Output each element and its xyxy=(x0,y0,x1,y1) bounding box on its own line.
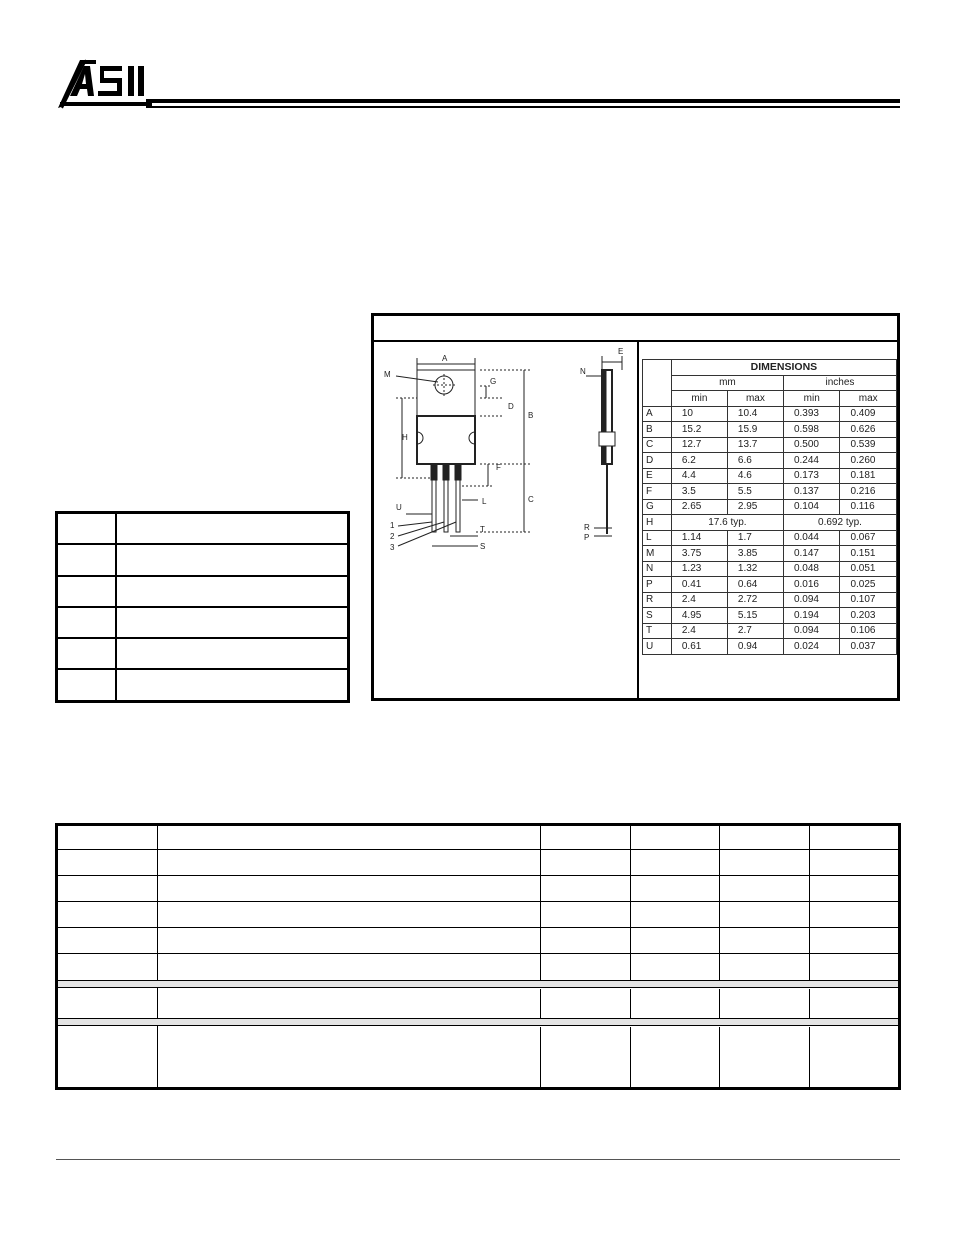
dimension-cell: 0.598 xyxy=(783,422,840,438)
dimension-cell: 0.104 xyxy=(783,499,840,515)
drawing-label: 2 xyxy=(390,532,395,541)
dimension-row xyxy=(643,499,897,515)
drawing-label: N xyxy=(580,367,586,376)
dimension-row xyxy=(643,530,897,546)
dimension-row xyxy=(643,406,897,422)
dimension-cell: 0.037 xyxy=(840,639,897,655)
col-divider xyxy=(540,1027,541,1090)
drawing-label: D xyxy=(508,402,514,411)
dimension-cell: 13.7 xyxy=(727,437,783,453)
pin-table-row xyxy=(58,606,347,608)
dimension-cell: 2.4 xyxy=(671,592,727,608)
in-max-header: max xyxy=(840,391,897,407)
header-rule-thick xyxy=(146,99,900,103)
dimension-cell: N xyxy=(643,561,672,577)
col-divider xyxy=(630,989,631,1019)
dimension-cell: C xyxy=(643,437,672,453)
dimension-row xyxy=(643,468,897,484)
dimension-cell: 10 xyxy=(671,406,727,422)
dimension-cell: 1.32 xyxy=(727,561,783,577)
dimension-cell: 0.051 xyxy=(840,561,897,577)
dimension-cell: 0.067 xyxy=(840,530,897,546)
dimension-cell: 0.393 xyxy=(783,406,840,422)
drawing-label: R xyxy=(584,523,590,532)
drawing-label: U xyxy=(396,503,402,512)
drawing-label: 3 xyxy=(390,543,395,552)
dimension-cell: 12.7 xyxy=(671,437,727,453)
col-divider xyxy=(157,826,158,1087)
dimension-cell: 0.626 xyxy=(840,422,897,438)
dimension-row xyxy=(643,639,897,655)
unit-inches: inches xyxy=(783,375,896,391)
drawing-label: B xyxy=(528,411,534,420)
dimension-cell: D xyxy=(643,453,672,469)
drawing-label: H xyxy=(402,433,408,442)
dimension-cell: 2.4 xyxy=(671,623,727,639)
dimension-cell: T xyxy=(643,623,672,639)
dimension-cell: 0.147 xyxy=(783,546,840,562)
row-divider xyxy=(58,875,898,876)
dimension-cell: 0.61 xyxy=(671,639,727,655)
section-band xyxy=(58,980,898,988)
drawing-label: S xyxy=(480,542,486,551)
drawing-label: T xyxy=(480,525,485,534)
dimension-cell: S xyxy=(643,608,672,624)
row-divider xyxy=(58,901,898,902)
dimension-cell: 3.75 xyxy=(671,546,727,562)
drawing-label: L xyxy=(482,497,487,506)
mm-max-header: max xyxy=(727,391,783,407)
row-divider xyxy=(58,849,898,850)
dimension-cell: 3.5 xyxy=(671,484,727,500)
drawing-label: E xyxy=(618,347,624,356)
pin-table-row xyxy=(58,575,347,577)
dimension-cell: 0.216 xyxy=(840,484,897,500)
dimension-cell: 10.4 xyxy=(727,406,783,422)
dimension-cell: 0.500 xyxy=(783,437,840,453)
dimension-cell: 2.95 xyxy=(727,499,783,515)
dimension-cell: 0.116 xyxy=(840,499,897,515)
dimension-cell: 0.41 xyxy=(671,577,727,593)
asi-logo-icon xyxy=(56,56,156,110)
dimension-row xyxy=(643,623,897,639)
dimension-cell: G xyxy=(643,499,672,515)
dimension-cell: 0.025 xyxy=(840,577,897,593)
dimension-cell: B xyxy=(643,422,672,438)
dimension-cell: 1.14 xyxy=(671,530,727,546)
dimension-cell: L xyxy=(643,530,672,546)
dimension-cell: 0.173 xyxy=(783,468,840,484)
drawing-label: 1 xyxy=(390,521,395,530)
dimension-cell: U xyxy=(643,639,672,655)
dimension-cell: 5.15 xyxy=(727,608,783,624)
col-divider xyxy=(809,989,810,1019)
dimension-row xyxy=(643,515,897,531)
dimension-row xyxy=(643,437,897,453)
drawing-label: P xyxy=(584,533,590,542)
dimension-cell: 0.539 xyxy=(840,437,897,453)
dimension-cell: 2.65 xyxy=(671,499,727,515)
dimension-cell: E xyxy=(643,468,672,484)
dimensions-table xyxy=(642,359,897,655)
col-divider xyxy=(630,1027,631,1090)
dimension-cell: 6.2 xyxy=(671,453,727,469)
dimension-cell: 0.137 xyxy=(783,484,840,500)
drawing-label: G xyxy=(490,377,497,386)
dimension-cell: 3.85 xyxy=(727,546,783,562)
dimension-cell: 0.203 xyxy=(840,608,897,624)
dimension-cell: 0.106 xyxy=(840,623,897,639)
dimension-cell: 0.64 xyxy=(727,577,783,593)
dimension-cell: 2.7 xyxy=(727,623,783,639)
dimension-cell: 0.044 xyxy=(783,530,840,546)
dimension-cell: 0.094 xyxy=(783,623,840,639)
package-divider xyxy=(637,342,639,698)
dimension-cell: 1.23 xyxy=(671,561,727,577)
dim-corner-cell xyxy=(643,360,672,407)
pin-table-row xyxy=(58,543,347,545)
dimension-cell: 0.409 xyxy=(840,406,897,422)
drawing-label: C xyxy=(528,495,534,504)
dimension-row xyxy=(643,546,897,562)
dimension-cell: H xyxy=(643,515,672,531)
dimension-cell: 4.6 xyxy=(727,468,783,484)
dimension-cell: 0.692 typ. xyxy=(783,515,896,531)
dimension-row xyxy=(643,577,897,593)
pin-table-row xyxy=(58,668,347,670)
dimension-cell: 2.72 xyxy=(727,592,783,608)
package-drawing xyxy=(376,346,634,586)
dimension-cell: M xyxy=(643,546,672,562)
dimension-row xyxy=(643,484,897,500)
dimension-cell: F xyxy=(643,484,672,500)
dimension-cell: 15.9 xyxy=(727,422,783,438)
dimension-cell: 0.260 xyxy=(840,453,897,469)
col-divider xyxy=(719,989,720,1019)
dimension-cell: 0.016 xyxy=(783,577,840,593)
dimension-cell: 6.6 xyxy=(727,453,783,469)
dimension-cell: 1.7 xyxy=(727,530,783,546)
footer-rule xyxy=(56,1159,900,1160)
dimension-cell: R xyxy=(643,592,672,608)
dimension-cell: 0.048 xyxy=(783,561,840,577)
dimension-cell: 0.024 xyxy=(783,639,840,655)
col-divider xyxy=(540,989,541,1019)
section-band xyxy=(58,1018,898,1026)
row-divider xyxy=(58,927,898,928)
dimension-cell: P xyxy=(643,577,672,593)
pin-table xyxy=(55,511,350,703)
dimension-cell: 0.94 xyxy=(727,639,783,655)
dimension-row xyxy=(643,453,897,469)
drawing-label: M xyxy=(384,370,391,379)
dimension-cell: 0.151 xyxy=(840,546,897,562)
dimension-cell: 4.95 xyxy=(671,608,727,624)
pin-table-row xyxy=(58,637,347,639)
dimension-row xyxy=(643,561,897,577)
dimension-cell: 0.244 xyxy=(783,453,840,469)
dimension-row xyxy=(643,422,897,438)
dimension-cell: A xyxy=(643,406,672,422)
dimension-cell: 17.6 typ. xyxy=(671,515,783,531)
dimension-cell: 0.181 xyxy=(840,468,897,484)
dimension-cell: 0.194 xyxy=(783,608,840,624)
dimension-cell: 5.5 xyxy=(727,484,783,500)
mm-min-header: min xyxy=(671,391,727,407)
dimension-cell: 0.107 xyxy=(840,592,897,608)
characteristics-table xyxy=(55,823,901,1090)
dimensions-title: DIMENSIONS xyxy=(671,360,896,376)
unit-mm: mm xyxy=(671,375,783,391)
col-divider xyxy=(719,1027,720,1090)
dimension-row xyxy=(643,608,897,624)
dimension-cell: 15.2 xyxy=(671,422,727,438)
dimension-cell: 4.4 xyxy=(671,468,727,484)
package-outline-box xyxy=(371,313,900,701)
drawing-label: A xyxy=(442,354,448,363)
drawing-label: F xyxy=(496,463,501,472)
package-header-rule xyxy=(374,340,897,342)
in-min-header: min xyxy=(783,391,840,407)
col-divider xyxy=(809,1027,810,1090)
header-rule-thin xyxy=(146,106,900,108)
dimension-cell: 0.094 xyxy=(783,592,840,608)
row-divider xyxy=(58,953,898,954)
dimension-row xyxy=(643,592,897,608)
